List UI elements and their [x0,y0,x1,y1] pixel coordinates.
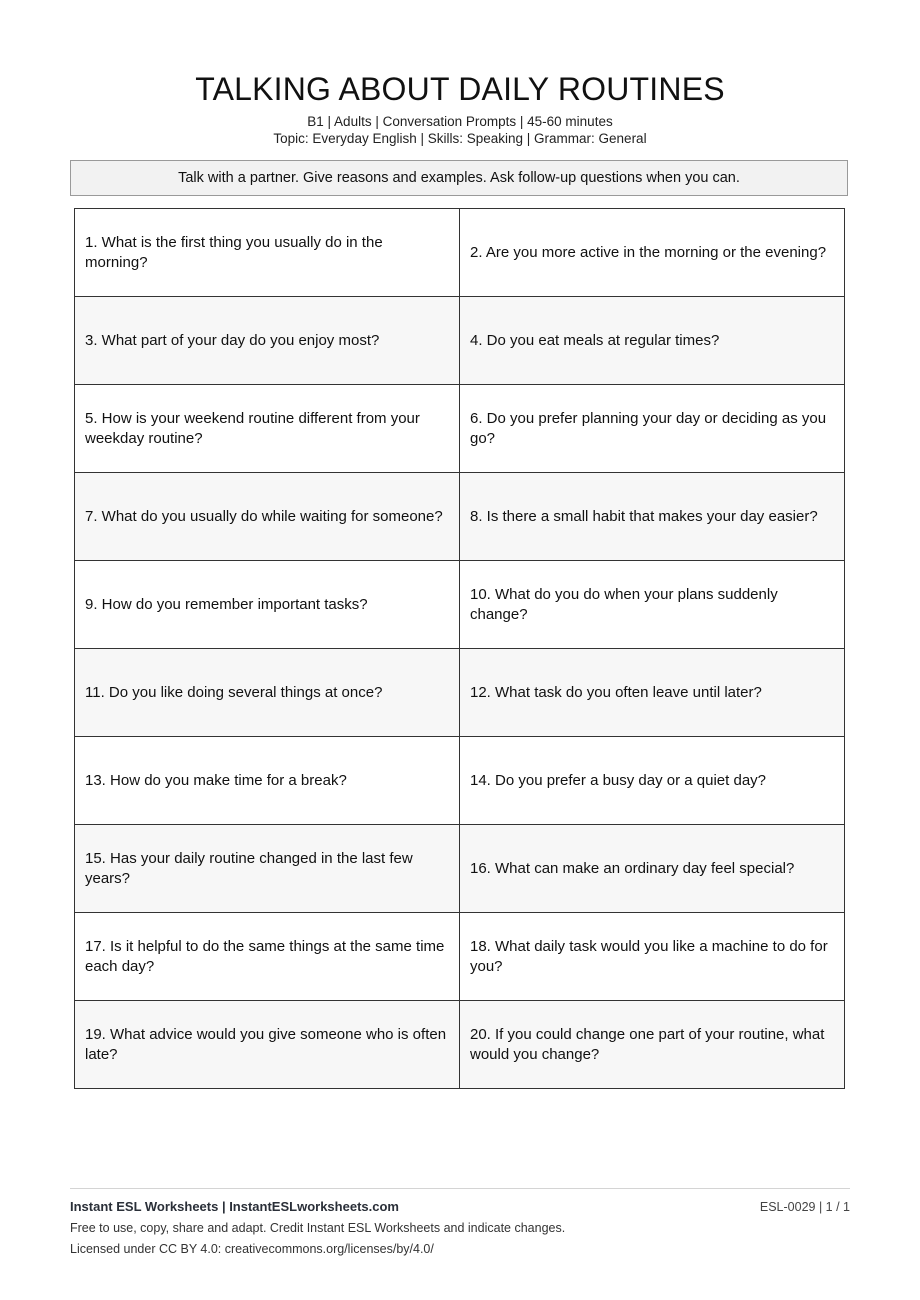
table-row [75,649,845,737]
question-cell: 6. Do you prefer planning your day or deciding as you go? [460,385,845,473]
table-row [75,297,845,385]
question-cell: 1. What is the first thing you usually do in the morning? [75,209,460,297]
question-cell: 8. Is there a small habit that makes your day easier? [460,473,845,561]
table-row [75,473,845,561]
question-cell: 7. What do you usually do while waiting for someone? [75,473,460,561]
page-title: TALKING ABOUT DAILY ROUTINES [195,71,725,107]
table-row [75,913,845,1001]
footer-license-terms: Free to use, copy, share and adapt. Credit Instant ESL Worksheets and indicate changes. [70,1221,566,1235]
question-cell: 3. What part of your day do you enjoy most? [75,297,460,385]
table-row [75,737,845,825]
worksheet-meta-topic: Topic: Everyday English | Skills: Speaking | Grammar: General [273,131,647,146]
table-row [75,209,845,297]
question-cell: 16. What can make an ordinary day feel special? [460,825,845,913]
question-cell: 13. How do you make time for a break? [75,737,460,825]
question-cell: 9. How do you remember important tasks? [75,561,460,649]
question-cell: 10. What do you do when your plans suddenly change? [460,561,845,649]
question-cell: 2. Are you more active in the morning or the evening? [460,209,845,297]
instructions-box: Talk with a partner. Give reasons and examples. Ask follow-up questions when you can. [70,160,848,196]
table-row [75,561,845,649]
worksheet-meta-level: B1 | Adults | Conversation Prompts | 45-60 minutes [307,114,613,129]
questions-table [74,208,845,1089]
question-cell: 4. Do you eat meals at regular times? [460,297,845,385]
table-row [75,1001,845,1089]
question-cell: 17. Is it helpful to do the same things at the same time each day? [75,913,460,1001]
footer-divider [70,1188,850,1189]
footer-page-id: ESL-0029 | 1 / 1 [759,1200,850,1214]
question-cell: 20. If you could change one part of your routine, what would you change? [460,1001,845,1089]
question-cell: 11. Do you like doing several things at once? [75,649,460,737]
table-row [75,825,845,913]
question-cell: 5. How is your weekend routine different from your weekday routine? [75,385,460,473]
question-cell: 18. What daily task would you like a machine to do for you? [460,913,845,1001]
table-row [75,385,845,473]
footer-brand: Instant ESL Worksheets | InstantESLworksheets.com [70,1199,399,1214]
question-cell: 15. Has your daily routine changed in the last few years? [75,825,460,913]
question-cell: 14. Do you prefer a busy day or a quiet day? [460,737,845,825]
footer-license-link: Licensed under CC BY 4.0: creativecommons.org/licenses/by/4.0/ [70,1242,434,1256]
question-cell: 19. What advice would you give someone who is often late? [75,1001,460,1089]
question-cell: 12. What task do you often leave until later? [460,649,845,737]
